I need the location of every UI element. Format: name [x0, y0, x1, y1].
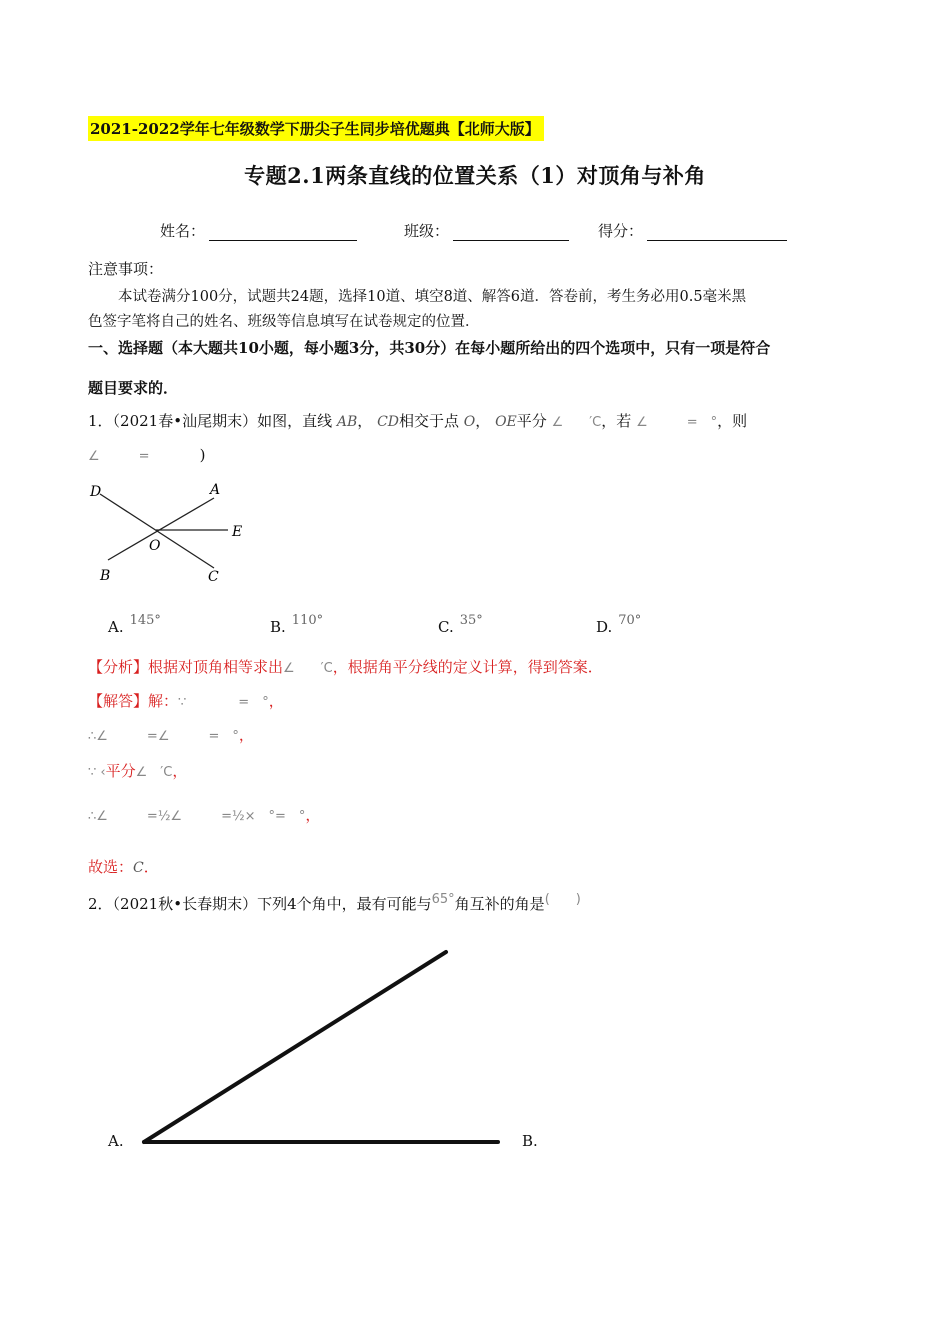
- q2-angle-figure: [138, 946, 508, 1152]
- class-blank[interactable]: [453, 226, 569, 241]
- analysis-angle: ∠ ′C: [283, 661, 333, 676]
- label-o: O: [149, 538, 161, 554]
- document-title: 专题2.1两条直线的位置关系（1）对顶角与补角: [244, 163, 706, 188]
- answer-step-2-tail: ，: [238, 726, 254, 744]
- q1-line-ab: AB: [336, 414, 358, 430]
- option-letter: D.: [596, 618, 613, 636]
- q1-text-4: 平分: [516, 412, 547, 430]
- analysis-text-a: 根据对顶角相等求出: [148, 658, 284, 676]
- q2-option-b[interactable]: [522, 1132, 538, 1150]
- q1-point-o: O: [463, 414, 476, 430]
- label-d: D: [90, 484, 102, 500]
- choice-label: 故选：: [88, 858, 134, 876]
- option-value: 110°: [291, 613, 324, 628]
- option-value: 145°: [129, 613, 161, 628]
- answer-step-3-math: ∵ ‹: [88, 765, 106, 780]
- option-letter: C.: [438, 618, 454, 636]
- angle-ray-upper: [144, 952, 446, 1142]
- label-a: A: [210, 482, 221, 498]
- q2-text-after: 角互补的角是: [454, 895, 545, 913]
- answer-step-1-tail: ，: [268, 692, 284, 710]
- q1-ray-oe: OE: [495, 414, 517, 430]
- answer-step-3-angle: ∠ ′C: [135, 765, 173, 780]
- option-value: 70°: [618, 613, 642, 628]
- q1-option-a[interactable]: [108, 613, 161, 636]
- answer-step-1-math: ∵ = °: [178, 695, 269, 710]
- series-header: 2021-2022学年七年级数学下册尖子生同步培优题典【北师大版】: [88, 116, 544, 141]
- option-letter: A.: [108, 618, 124, 636]
- answer-step-3-tail: ，: [172, 762, 188, 780]
- notes-label: 注意事项：: [88, 260, 164, 278]
- option-letter: B.: [270, 618, 286, 636]
- q1-option-d[interactable]: [596, 613, 642, 636]
- option-value: 35°: [459, 613, 483, 628]
- answer-step-2-math: ∴∠ =∠ = °: [88, 729, 239, 744]
- choice-tail: ．: [143, 858, 159, 876]
- section-heading-line-2: 题目要求的．: [88, 379, 179, 397]
- answer-step-3-text: 平分: [105, 762, 136, 780]
- choice-value: C: [133, 860, 144, 876]
- q1-answer-line-3: [88, 760, 187, 781]
- analysis-tag: 【分析】: [88, 658, 149, 676]
- label-e: E: [232, 524, 243, 540]
- notes-text-2: 色签字笔将自己的姓名、班级等信息填写在试卷规定的位置．: [88, 314, 480, 330]
- q1-option-b[interactable]: [270, 613, 324, 636]
- q1-number: 1．: [88, 412, 113, 430]
- q2-number: 2．: [88, 895, 113, 913]
- label-c: C: [208, 569, 219, 585]
- line-ba: [108, 498, 214, 560]
- label-b: B: [100, 568, 111, 584]
- q1-text-6: ，则: [717, 412, 748, 430]
- answer-step-4-tail: ，: [305, 806, 321, 824]
- q2-text: （2021秋•长春期末）下列4个角中，最有可能与: [112, 895, 432, 913]
- q1-choice: [88, 856, 159, 877]
- name-label: 姓名：: [160, 222, 206, 240]
- q2-angle: 65°: [431, 892, 455, 907]
- q2-option-a[interactable]: [108, 1132, 124, 1150]
- name-blank[interactable]: [209, 226, 357, 241]
- q1-close-paren: ): [199, 446, 206, 464]
- q1-text-3: ，: [475, 412, 491, 430]
- class-field[interactable]: [404, 220, 569, 241]
- class-label: 班级：: [404, 222, 450, 240]
- option-letter: A.: [108, 1132, 124, 1150]
- q1-option-c[interactable]: [438, 613, 483, 636]
- q2-paren: ( ): [544, 892, 581, 907]
- q1-answer-line-1: [88, 690, 284, 711]
- answer-tag: 【解答】: [88, 692, 149, 710]
- name-field[interactable]: [160, 220, 357, 241]
- q1-stem-line-2: [88, 445, 205, 464]
- q1-angle-2: ∠ = °: [636, 415, 718, 430]
- q1-answer-line-4: [88, 804, 320, 825]
- section-heading-line-1: 一、选择题（本大题共10小题，每小题3分，共30分）在每小题所给出的四个选项中，只有一项是符合: [88, 339, 771, 357]
- analysis-text-b: ，根据角平分线的定义计算，得到答案．: [332, 658, 603, 676]
- q1-angle-3: ∠ =: [88, 449, 150, 464]
- q2-stem: [88, 893, 581, 914]
- notes-text-1: 本试卷满分100分，试题共24题，选择10道、填空8道、解答6道．答卷前，考生务必用0.5毫米黑: [118, 289, 747, 305]
- q1-angle-1: ∠ ′C: [551, 415, 602, 430]
- q1-line-cd: CD: [377, 414, 399, 430]
- q1-text-5: ，若: [601, 412, 632, 430]
- q1-stem: [88, 410, 747, 431]
- score-blank[interactable]: [647, 226, 787, 241]
- q1-text-1: ，: [357, 412, 373, 430]
- answer-lead: 解：: [148, 692, 179, 710]
- intersecting-lines-figure: [86, 478, 256, 588]
- score-field[interactable]: [598, 220, 787, 241]
- score-label: 得分：: [598, 222, 644, 240]
- q1-source: （2021春•汕尾期末）如图，直线: [112, 412, 333, 430]
- q1-text-2: 相交于点: [399, 412, 460, 430]
- answer-step-4-math: ∴∠ =½∠ =½× °= °: [88, 809, 306, 824]
- q1-answer-line-2: [88, 724, 254, 745]
- q1-analysis: [88, 656, 603, 677]
- option-letter: B.: [522, 1132, 538, 1150]
